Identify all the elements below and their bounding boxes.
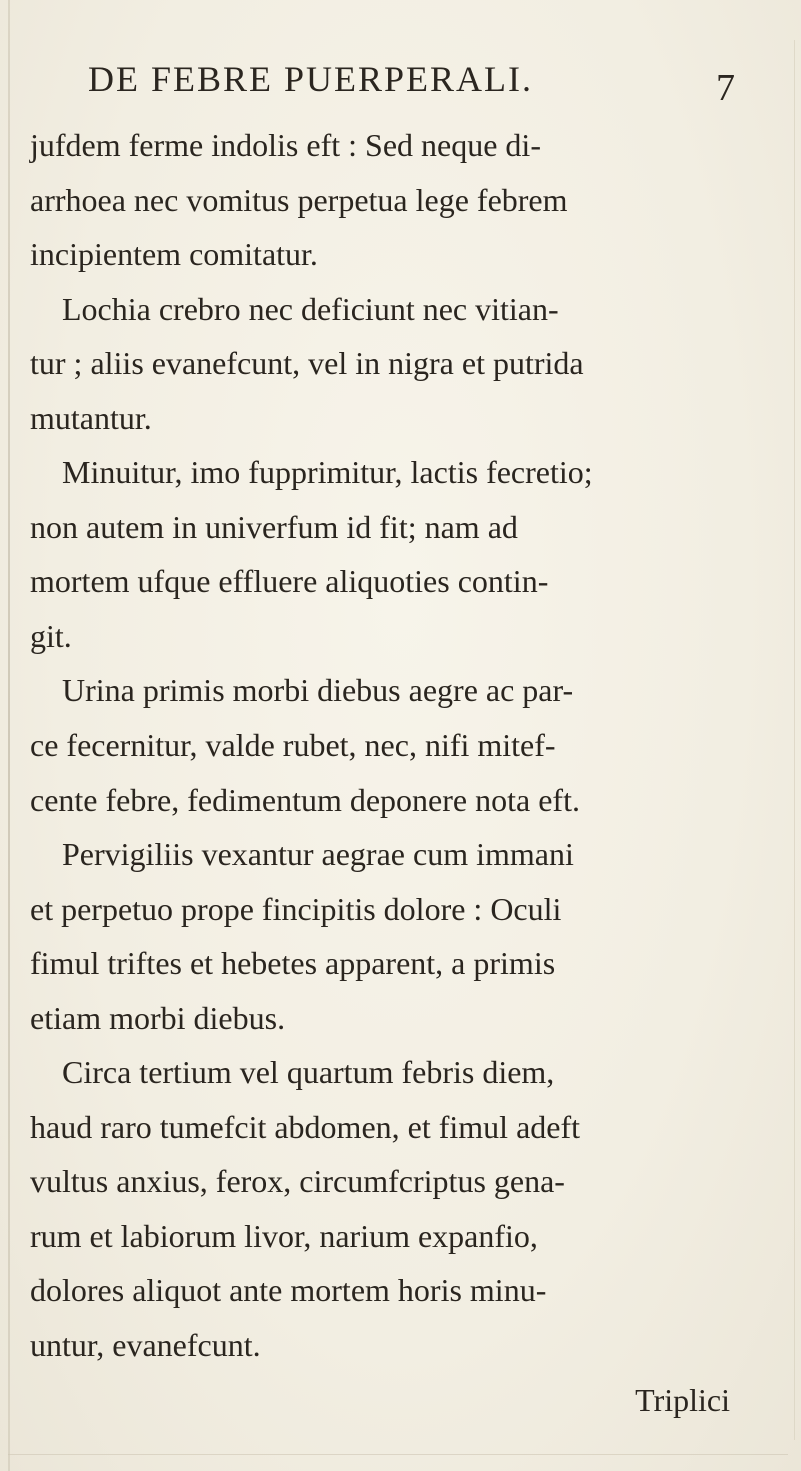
text-line: non autem in univerfum id fit; nam ad — [30, 508, 518, 545]
text-line: jufdem ferme indolis eft : Sed neque di- — [30, 127, 541, 163]
text-line: rum et labiorum livor, narium expanfio, — [30, 1217, 538, 1254]
text-line: Minuitur, imo fupprimitur, lactis fecretio; — [62, 454, 593, 491]
text-line: ce fecernitur, valde rubet, nec, nifi mitef- — [30, 727, 556, 764]
text-line: etiam morbi diebus. — [30, 999, 286, 1036]
text-line: git. — [30, 617, 72, 654]
text-line: Lochia crebro nec deficiunt nec vitian- — [62, 290, 559, 327]
text-line: Pervigiliis vexantur aegrae cum immani — [62, 836, 574, 873]
text-line: mutantur. — [30, 399, 152, 436]
text-line: cente febre, fedimentum deponere nota eft. — [30, 781, 580, 818]
text-line: fimul triftes et hebetes apparent, a primis — [30, 945, 556, 982]
text-line: vultus anxius, ferox, circumfcriptus gena- — [30, 1163, 565, 1200]
text-line: untur, evanefcunt. — [30, 1327, 261, 1364]
page-right-edge — [794, 40, 795, 1440]
page-left-edge — [8, 0, 10, 1471]
body-text — [30, 118, 790, 1427]
text-line: Circa tertium vel quartum febris diem, — [62, 1054, 555, 1091]
catchword: Triplici — [635, 1381, 730, 1418]
running-title: DE FEBRE PUERPERALI. — [88, 59, 534, 99]
running-header — [88, 58, 735, 109]
text-line: tur ; aliis evanefcunt, vel in nigra et putrida — [30, 345, 584, 382]
text-line: arrhoea nec vomitus perpetua lege febrem — [30, 181, 568, 218]
text-line: haud raro tumefcit abdomen, et fimul adeft — [30, 1108, 581, 1145]
text-line: et perpetuo prope fincipitis dolore : Oculi — [30, 890, 562, 927]
text-line: mortem ufque effluere aliquoties contin- — [30, 563, 549, 600]
page-bottom-edge — [8, 1454, 788, 1455]
page-number: 7 — [716, 67, 735, 109]
text-line: Urina primis morbi diebus aegre ac par- — [62, 672, 574, 709]
text-line: dolores aliquot ante mortem horis minu- — [30, 1272, 547, 1309]
text-line: incipientem comitatur. — [30, 236, 318, 273]
